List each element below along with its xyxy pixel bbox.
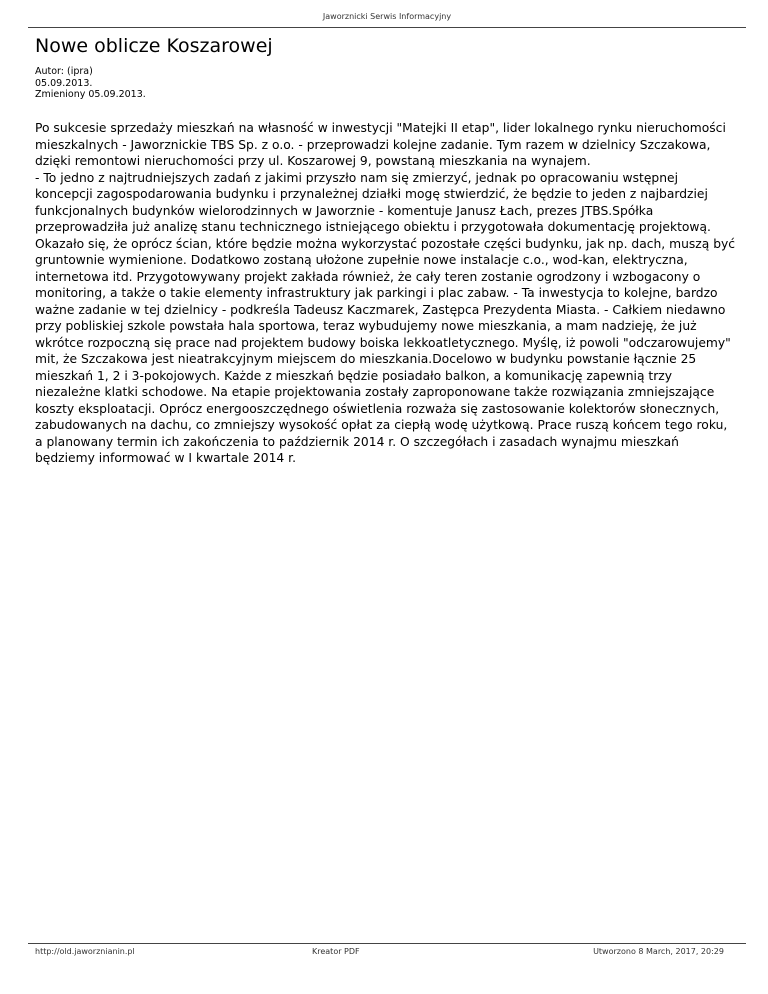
footer-divider [28, 943, 746, 944]
footer-created: Utworzono 8 March, 2017, 20:29 [593, 947, 724, 956]
site-name-header: Jaworznicki Serwis Informacyjny [322, 12, 452, 21]
article-body [35, 120, 737, 467]
article-meta [35, 66, 146, 101]
modified-date: Zmieniony 05.09.2013. [35, 89, 146, 100]
footer-url: http://old.jaworznianin.pl [35, 947, 135, 956]
publish-date: 05.09.2013. [35, 77, 93, 89]
header-divider [28, 27, 746, 28]
footer-generator: Kreator PDF [312, 947, 360, 956]
article-body-text: Po sukcesie sprzedaży mieszkań na własność w inwestycji "Matejki II etap", lider lokalnego rynku nieruchomości mieszkalnych - Jaworznickie TBS Sp. z o.o. - przeprowadzi kolejne zadanie. Tym razem w dzielnicy Szczakowa, dzięki remontowi nieruchomości przy ul. Koszarowej 9, powstaną mieszkania na wynajem. - To jedno z najtrudniejszych zadań z jakimi przyszło nam się zmierzyć, jednak po opracowaniu wstępnej koncepcji zagospodarowania budynku i przynależnej działki mogę stwierdzić, że będzie to jeden z najbardziej funkcjonalnych budynków wielorodzinnych w Jaworznie - komentuje Janusz Łach, prezes JTBS.Spółka przeprowadziła już analizę stanu technicznego istniejącego obiektu i przygotowała dokumentację projektową. Okazało się, że oprócz ścian, które będzie można wykorzystać pozostałe części budynku, jak np. dach, muszą być gruntownie wymienione. Dodatkowo zostaną ułożone zupełnie nowe instalacje c.o., wod-kan, elektryczna, internetowa itd. Przygotowywany projekt zakłada również, że cały teren zostanie ogrodzony i wzbogacony o monitoring, a także o takie elementy infrastruktury jak parkingi i plac zabaw. - Ta inwestycja to kolejne, bardzo ważne zadanie w tej dzielnicy - podkreśla Tadeusz Kaczmarek, Zastępca Prezydenta Miasta. - Całkiem niedawno przy pobliskiej szkole powstała hala sportowa, teraz wybudujemy nowe mieszkania, a mam nadzieję, że już wkrótce rozpoczną się prace nad projektem budowy boiska lekkoatletycznego. Myślę, iż powoli "odczarowujemy" mit, że Szczakowa jest nieatrakcyjnym miejscem do mieszkania.Docelowo w budynku powstanie łącznie 25 mieszkań 1, 2 i 3-pokojowych. Każde z mieszkań będzie posiadało balkon, a komunikację zapewnią trzy niezależne klatki schodowe. Na etapie projektowania zostały zaproponowane także rozwiązania zmniejszające koszty eksploatacji. Oprócz energooszczędnego oświetlenia rozważa się zastosowanie kolektorów słonecznych, zabudowanych na dachu, co zmniejszy wysokość opłat za ciepłą wodę użytkową. Prace ruszą końcem tego roku, a planowany termin ich zakończenia to październik 2014 r. O szczegółach i zasadach wynajmu mieszkań będziemy informować w I kwartale 2014 r. [35, 121, 736, 465]
article-title: Nowe oblicze Koszarowej [35, 35, 273, 57]
author-line: Autor: (ipra) [35, 66, 93, 77]
